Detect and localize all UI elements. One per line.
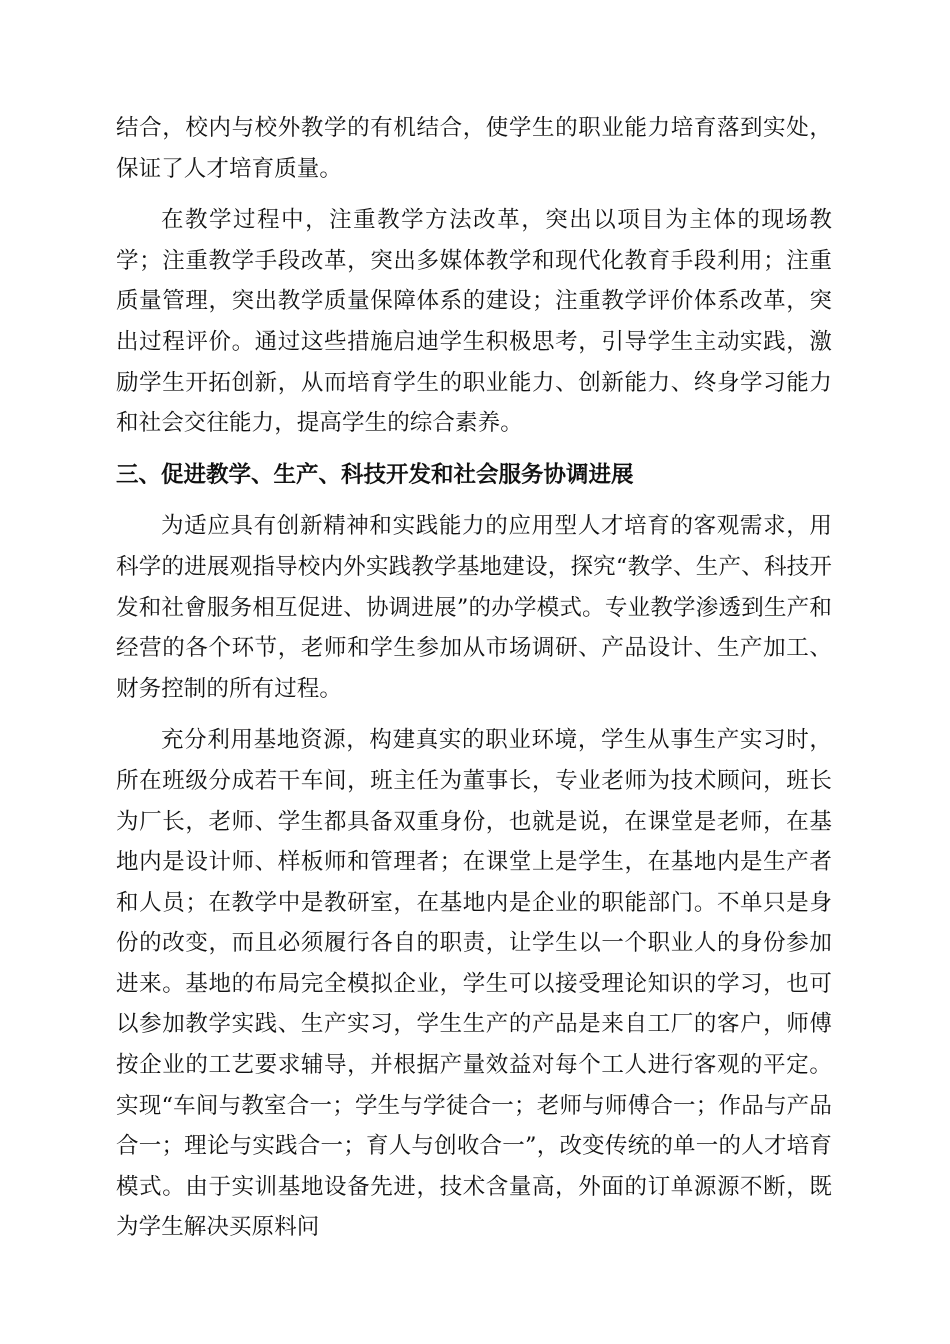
paragraph-continued: 结合，校内与校外教学的有机结合，使学生的职业能力培育落到实处，保证了人才培育质量。 (116, 115, 832, 182)
paragraph-base-resources: 充分利用基地资源，构建真实的职业环境，学生从事生产实习时，所在班级分成若干车间，班主任为董事长，专业老师为技术顾问，班长为厂长，老师、学生都具备双重身份，也就是说，在课堂是老师，在基地内是设计师、样板师和管理者；在课堂上是学生，在基地内是生产者和人员；在教学中是教研室，在基地内是企业的职能部门。不单只是身份的改变，而且必须履行各自的职责，让学生以一个职业人的身份参加进来。基地的布局完全模拟企业，学生可以接受理论知识的学习，也可以参加教学实践、生产实习，学生生产的产品是来自工厂的客户，师傅按企业的工艺要求辅导，并根据产量效益对每个工人进行客观的平定。实现“车间与教室合一；学生与学徒合一；老师与师傅合一；作品与产品合一；理论与实践合一；育人与创收合一”，改变传统的单一的人才培育模式。由于实训基地设备先进，技术含量高，外面的订单源源不断，既为学生解决买原料问 (116, 727, 832, 1241)
document-page (116, 108, 832, 1248)
paragraph-teaching-process: 在教学过程中，注重教学方法改革，突出以项目为主体的现场教学；注重教学手段改革，突出多媒体教学和现代化教育手段利用；注重质量管理，突出教学质量保障体系的建设；注重教学评价体系改革，突出过程评价。通过这些措施启迪学生积极思考，引导学生主动实践，激励学生开拓创新，从而培育学生的职业能力、创新能力、终身学习能力和社会交往能力，提高学生的综合素养。 (116, 207, 832, 437)
paragraph-practice-base: 为适应具有创新精神和实践能力的应用型人才培育的客观需求，用科学的进展观指导校内外实践教学基地建设，探究“教学、生产、科技开发和社會服务相互促进、协调进展”的办学模式。专业教学渗透到生产和经营的各个环节，老师和学生参加从市场调研、产品设计、生产加工、财务控制的所有过程。 (116, 513, 832, 702)
section-heading-3: 三、促进教学、生产、科技开发和社会服务协调进展 (116, 461, 634, 488)
